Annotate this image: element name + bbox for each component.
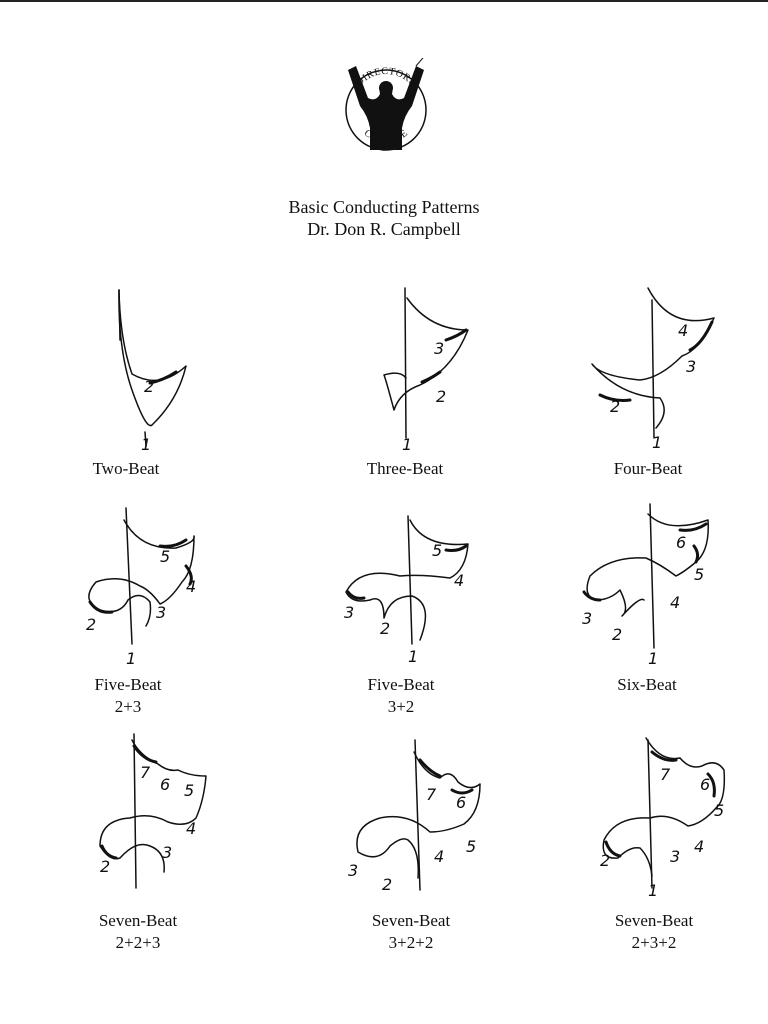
- beat-label: 3: [670, 847, 681, 866]
- pattern-name: Three-Beat: [366, 459, 444, 478]
- pattern-caption: [325, 458, 485, 480]
- beat-label: 5: [694, 565, 705, 584]
- beat-label: 4: [694, 837, 705, 856]
- pattern-name: Seven-Beat: [614, 911, 694, 930]
- pattern-caption: [321, 674, 481, 718]
- beat-label: 2: [436, 387, 447, 406]
- beat-label: 3: [344, 603, 355, 622]
- beat-label: 1: [648, 649, 659, 668]
- beat-label: 4: [678, 321, 689, 340]
- pattern-name: Five-Beat: [367, 675, 435, 694]
- diagram-three-beat: [384, 288, 468, 438]
- pattern-name: Seven-Beat: [98, 911, 178, 930]
- beat-label: 6: [700, 775, 711, 794]
- beat-label: 4: [186, 577, 197, 596]
- beat-label: 4: [454, 571, 465, 590]
- beat-label: 7: [140, 763, 151, 782]
- beat-label: 3: [582, 609, 593, 628]
- pattern-caption: [48, 674, 208, 718]
- pattern-name: Six-Beat: [617, 675, 677, 694]
- diagram-seven-beat-3-2-2: [357, 740, 480, 890]
- beat-label: 3: [434, 339, 445, 358]
- pattern-grouping: 3+2: [387, 697, 415, 716]
- beat-label: 2: [380, 619, 391, 638]
- pattern-caption: [46, 458, 206, 480]
- pattern-caption: [58, 910, 218, 954]
- beat-label: 1: [652, 433, 663, 452]
- beat-label: 7: [426, 785, 437, 804]
- beat-label: 3: [162, 843, 173, 862]
- pattern-caption: [567, 674, 727, 696]
- beat-label: 1: [648, 881, 659, 900]
- beat-label: 2: [600, 851, 611, 870]
- pattern-caption: [331, 910, 491, 954]
- beat-label: 6: [676, 533, 687, 552]
- logo-top-text: DIRECTORS: [354, 65, 419, 89]
- beat-label: 4: [434, 847, 445, 866]
- beat-label: 1: [402, 435, 413, 454]
- beat-label: 5: [184, 781, 195, 800]
- diagram-seven-beat-2-3-2: [603, 738, 724, 888]
- beat-label: 6: [456, 793, 467, 812]
- beat-label: 1: [141, 435, 152, 454]
- page-title: Basic Conducting Patterns: [288, 197, 480, 217]
- beat-label: 2: [382, 875, 393, 894]
- pattern-name: Five-Beat: [94, 675, 162, 694]
- beat-label: 1: [126, 649, 137, 668]
- beat-label: 3: [348, 861, 359, 880]
- beat-label: 3: [156, 603, 167, 622]
- beat-label: 5: [160, 547, 171, 566]
- diagram-seven-beat-2-2-3: [100, 734, 206, 888]
- pattern-grouping: 2+3+2: [631, 933, 677, 952]
- pattern-name: Seven-Beat: [371, 911, 451, 930]
- beat-label: 2: [86, 615, 97, 634]
- beat-label: 6: [160, 775, 171, 794]
- pattern-caption: [574, 910, 734, 954]
- beat-label: 5: [432, 541, 443, 560]
- pattern-caption: [568, 458, 728, 480]
- pattern-grouping: 2+3: [114, 697, 142, 716]
- diagram-five-beat-3-2: [346, 516, 468, 644]
- beat-label: 5: [466, 837, 477, 856]
- pattern-name: Two-Beat: [92, 459, 160, 478]
- beat-label: 3: [686, 357, 697, 376]
- beat-label: 2: [610, 397, 621, 416]
- pattern-grouping: 2+2+3: [115, 933, 161, 952]
- diagram-six-beat: [584, 504, 708, 648]
- beat-label: 7: [660, 765, 671, 784]
- beat-label: 4: [186, 819, 197, 838]
- beat-label: 4: [670, 593, 681, 612]
- beat-label: 5: [714, 801, 725, 820]
- beat-label: 1: [408, 647, 419, 666]
- diagram-two-beat: [119, 290, 186, 446]
- pattern-grouping: 3+2+2: [388, 933, 434, 952]
- logo-bottom-text: COLLEGE: [361, 127, 411, 146]
- beat-label: 2: [612, 625, 623, 644]
- author-name: Dr. Don R. Campbell: [307, 219, 461, 239]
- beat-label: 2: [100, 857, 111, 876]
- beat-label: 2: [144, 377, 155, 396]
- diagram-five-beat-2-3: [89, 508, 197, 644]
- pattern-name: Four-Beat: [613, 459, 683, 478]
